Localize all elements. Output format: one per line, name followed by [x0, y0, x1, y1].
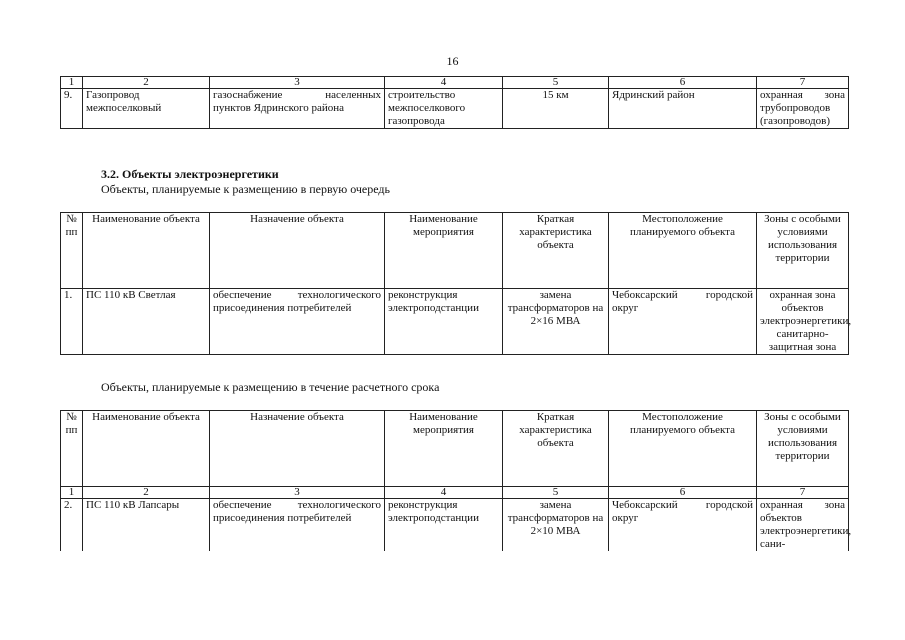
header-cell: Краткая характеристика объекта — [503, 213, 609, 289]
col-number: 2 — [83, 77, 210, 89]
object-purpose: обеспечение технологического присоединения потребителей — [210, 499, 385, 552]
col-number: 2 — [83, 487, 210, 499]
section-caption: Объекты, планируемые к размещению в первую очередь — [101, 182, 391, 196]
object-name: ПС 110 кВ Лапсары — [83, 499, 210, 552]
header-cell: Назначение объекта — [210, 213, 385, 289]
header-cell: Наименование объекта — [83, 411, 210, 487]
object-characteristic: замена трансформаторов на 2×10 МВА — [503, 499, 609, 552]
section-caption-second: Объекты, планируемые к размещению в течение расчетного срока — [101, 380, 440, 394]
row-number: 1. — [61, 289, 83, 355]
measure-name: реконструкция электроподстанции — [385, 499, 503, 552]
row-number: 2. — [61, 499, 83, 552]
table-first-priority — [60, 212, 852, 355]
table-row — [61, 89, 849, 129]
special-zones: охранная зона объектов электроэнергетики, санитарно-защитная зона — [757, 289, 849, 355]
col-number: 1 — [61, 77, 83, 89]
header-cell: Наименование объекта — [83, 213, 210, 289]
object-purpose: обеспечение технологического присоединения потребителей — [210, 289, 385, 355]
header-cell: № пп — [61, 411, 83, 487]
header-cell: Зоны с особыми условиями использования территории — [757, 411, 849, 487]
col-number: 6 — [609, 77, 757, 89]
table-row — [61, 499, 849, 552]
section-heading: 3.2. Объекты электроэнергетики — [101, 167, 279, 181]
col-number: 4 — [385, 77, 503, 89]
col-number: 4 — [385, 487, 503, 499]
col-number: 7 — [757, 77, 849, 89]
col-number: 5 — [503, 487, 609, 499]
object-location: Чебоксарский городской округ — [609, 499, 757, 552]
column-number-row — [61, 77, 849, 89]
table-header-row — [61, 213, 849, 289]
col-number: 1 — [61, 487, 83, 499]
page-number: 16 — [446, 54, 459, 68]
table-row — [61, 289, 849, 355]
header-cell: Краткая характеристика объекта — [503, 411, 609, 487]
header-cell: Местоположение планируемого объекта — [609, 411, 757, 487]
special-zones: охранная зона трубопроводов (газопроводов) — [757, 89, 849, 129]
col-number: 7 — [757, 487, 849, 499]
row-number: 9. — [61, 89, 83, 129]
col-number: 5 — [503, 77, 609, 89]
header-cell: Местоположение планируемого объекта — [609, 213, 757, 289]
header-cell: Наименование мероприятия — [385, 411, 503, 487]
object-location: Ядринский район — [609, 89, 757, 129]
special-zones: охранная зона объектов электроэнергетики, сани- — [757, 499, 849, 552]
col-number: 3 — [210, 487, 385, 499]
measure-name: строительство межпоселкового газопровода — [385, 89, 503, 129]
header-cell: Назначение объекта — [210, 411, 385, 487]
header-cell: Наименование мероприятия — [385, 213, 503, 289]
object-location: Чебоксарский городской округ — [609, 289, 757, 355]
column-number-row — [61, 487, 849, 499]
table-gas-continuation — [60, 76, 849, 129]
header-cell: № пп — [61, 213, 83, 289]
object-characteristic: замена трансформаторов на 2×16 МВА — [503, 289, 609, 355]
object-characteristic: 15 км — [503, 89, 609, 129]
object-purpose: газоснабжение населенных пунктов Ядринского района — [210, 89, 385, 129]
header-cell: Зоны с особыми условиями использования территории — [757, 213, 849, 289]
object-name: ПС 110 кВ Светлая — [83, 289, 210, 355]
measure-name: реконструкция электроподстанции — [385, 289, 503, 355]
col-number: 6 — [609, 487, 757, 499]
object-name: Газопровод межпоселковый — [83, 89, 210, 129]
table-calculated-term — [60, 410, 852, 551]
col-number: 3 — [210, 77, 385, 89]
table-header-row — [61, 411, 849, 487]
